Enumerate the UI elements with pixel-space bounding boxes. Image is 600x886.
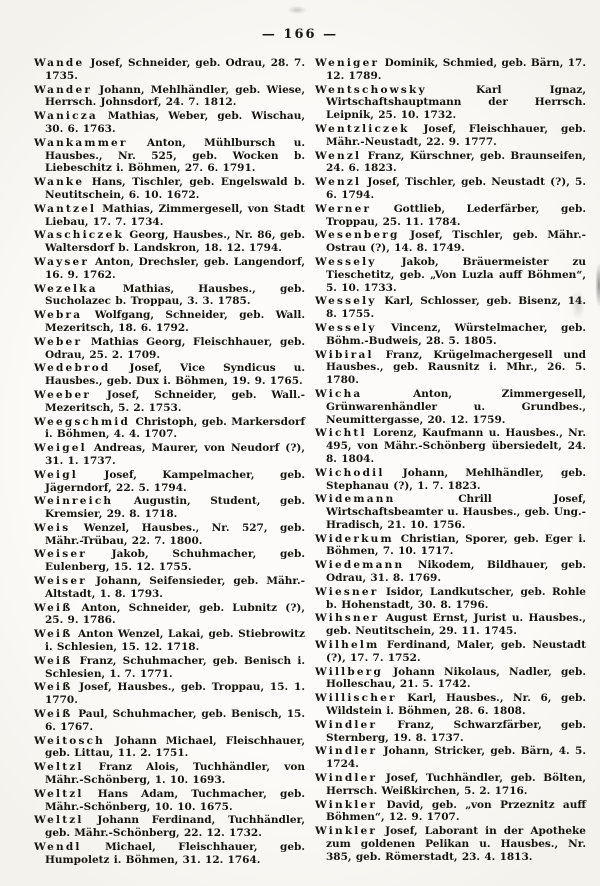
entry-surname: Werner: [315, 202, 372, 215]
entry-details: Hans Adam, Tuchmacher, geb. Mähr.-Schönberg, 10. 10. 1675.: [45, 787, 305, 813]
entry-details: Johann Ferdinand, Tuchhändler, geb. Mähr.-Schönberg, 22. 12. 1732.: [45, 814, 305, 840]
directory-entry: [315, 772, 586, 798]
entry-surname: Windler: [315, 772, 378, 785]
directory-entry: [34, 761, 305, 787]
entry-surname: Wilhelm: [315, 639, 380, 652]
directory-entry: [34, 203, 305, 229]
directory-entry: [34, 575, 305, 601]
entry-surname: Weis: [34, 521, 71, 534]
entry-details: Anton, Drechsler, geb. Langendorf, 16. 9. 1762.: [45, 255, 305, 281]
directory-entry: [315, 57, 586, 83]
entry-details: Lorenz, Kaufmann u. Hausbes., Nr. 495, von Mähr.-Schönberg übersiedelt, 24. 8. 1804.: [326, 427, 586, 465]
directory-entry: [315, 256, 586, 294]
entry-details: Georg, Hausbes., Nr. 86, geb. Waltersdorf b. Landskron, 18. 12. 1794.: [45, 229, 305, 255]
entry-details: Josef, Vice Syndicus u. Hausbes., geb. Dux i. Böhmen, 19. 9. 1765.: [45, 362, 305, 388]
entry-surname: Wendl: [34, 841, 82, 854]
directory-entry: [34, 548, 305, 574]
entry-details: Hans, Tischler, geb. Engelswald b. Neutitschein, 6. 10. 1672.: [45, 176, 306, 201]
directory-entry: [315, 745, 586, 771]
entry-details: Johann, Seifensieder, geb. Mähr.-Altstadt, 1. 8. 1793.: [45, 575, 305, 600]
entry-details: Isidor, Landkutscher, geb. Rohle b. Hohenstadt, 30. 8. 1796.: [326, 585, 586, 611]
directory-entry: [34, 229, 305, 255]
entry-surname: Wibiral: [315, 348, 374, 361]
directory-entry: [34, 522, 305, 548]
entry-details: Mathias, Hausbes., geb. Sucholazec b. Troppau, 3. 3. 1785.: [45, 282, 305, 308]
entry-details: Johann, Mehlhändler, geb. Wiese, Herrsch. Johnsdorf, 24. 7. 1812.: [45, 83, 305, 109]
directory-entry: [34, 336, 305, 362]
directory-entry: [34, 84, 305, 110]
entry-surname: Wihsner: [315, 612, 380, 625]
directory-entry: [34, 110, 305, 136]
directory-entry: [315, 559, 586, 585]
directory-entry: [315, 176, 586, 202]
entry-surname: Weiß: [34, 708, 73, 721]
directory-entry: [315, 229, 586, 255]
entry-surname: Wander: [34, 83, 93, 96]
directory-entry: [34, 655, 305, 681]
entry-surname: Weiß: [34, 654, 73, 667]
entry-details: Anton, Zimmergesell, Grünwarenhändler u. Grundbes., Neumittergasse, 20. 12. 1759.: [326, 387, 586, 426]
entry-details: Karl, Schlosser, geb. Bisenz, 14. 8. 1755.: [326, 295, 586, 321]
entry-surname: Webra: [34, 309, 83, 322]
directory-entry: [34, 841, 305, 867]
directory-entry: [315, 493, 586, 531]
entry-surname: Willberg: [315, 665, 384, 678]
directory-entry: [34, 469, 305, 495]
left-column: [34, 57, 305, 868]
directory-entry: [315, 719, 586, 745]
entry-details: Anton, Mühlbursch u. Hausbes., Nr. 525, geb. Wocken b. Liebeschitz i. Böhmen, 27. 6. 1791.: [45, 136, 305, 175]
entry-surname: Wesenberg: [315, 229, 400, 242]
entry-details: Anton Wenzel, Lakai, geb. Stiebrowitz i. Schlesien, 15. 12. 1718.: [45, 628, 305, 654]
entry-surname: Weitosch: [34, 734, 105, 747]
entry-details: Augustin, Student, geb. Kremsier, 29. 8. 1718.: [45, 495, 305, 521]
directory-entry: [34, 57, 305, 83]
entry-surname: Wantzel: [34, 202, 97, 215]
directory-entry: [34, 681, 305, 707]
directory-entry: [34, 309, 305, 335]
entry-details: Mathias Georg, Fleischhauer, geb. Odrau, 25. 2. 1709.: [45, 335, 305, 361]
directory-entry: [34, 283, 305, 309]
directory-entry: [34, 628, 305, 654]
entry-details: Chrill Josef, Wirtschaftsbeamter u. Hausbes., geb. Ung.-Hradisch, 21. 10. 1756.: [326, 493, 586, 531]
directory-entry: [315, 427, 586, 465]
directory-entry: [34, 814, 305, 840]
page-number-header: — 166 —: [261, 27, 339, 42]
entry-surname: Wande: [34, 57, 85, 69]
entry-surname: Wedebrod: [34, 362, 111, 375]
entry-details: Dominik, Schmied, geb. Bärn, 17. 12. 1789.: [326, 57, 586, 82]
entry-details: Andreas, Maurer, von Neudorf (?), 31. 1. 1737.: [45, 442, 305, 467]
entry-surname: Wenzl: [315, 149, 362, 162]
entry-surname: Wichodil: [315, 466, 385, 479]
entry-surname: Windler: [315, 718, 378, 731]
entry-details: Christoph, geb. Markersdorf i. Böhmen, 4. 4. 1707.: [45, 415, 305, 441]
entry-surname: Wicha: [315, 387, 363, 400]
entry-details: Josef, Hausbes., geb. Troppau, 15. 1. 1770.: [45, 681, 305, 707]
directory-entry: [34, 362, 305, 388]
entry-details: Franz Alois, Tuchhändler, von Mähr.-Schönberg, 1. 10. 1693.: [45, 761, 305, 787]
entry-surname: Wenzl: [315, 176, 362, 189]
directory-entry: [315, 586, 586, 612]
entry-surname: Weiß: [34, 681, 73, 694]
directory-entry: [315, 825, 586, 863]
entry-details: Josef, Tuchhändler, geb. Bölten, Herrsch. Weißkirchen, 5. 2. 1716.: [326, 772, 586, 797]
entry-surname: Wezelka: [34, 282, 98, 295]
entry-details: Josef, Laborant in der Apotheke zum goldenen Pelikan u. Hausbes., Nr. 385, geb. Römerstadt, 23. 4. 1813.: [326, 825, 586, 863]
entry-details: Johann Michael, Fleischhauer, geb. Littau, 11. 2. 1751.: [45, 734, 305, 760]
entry-surname: Weiser: [34, 575, 87, 588]
entry-surname: Waschiczek: [34, 229, 124, 242]
entry-details: August Ernst, Jurist u. Hausbes., geb. Neutitschein, 29. 11. 1745.: [326, 612, 586, 638]
entry-details: Josef, Schneider, geb. Wall.-Mezeritsch, 5. 2. 1753.: [45, 388, 305, 414]
entry-surname: Wessely: [315, 295, 377, 308]
entry-surname: Wanke: [34, 176, 85, 189]
directory-entry: [34, 735, 305, 761]
directory-entry: [34, 416, 305, 442]
entry-surname: Willischer: [315, 692, 397, 705]
entry-surname: Weiser: [34, 548, 87, 561]
directory-entry: [315, 123, 586, 149]
directory-entry: [315, 666, 586, 692]
entry-details: Josef, Kampelmacher, geb. Jägerndorf, 22. 5. 1794.: [45, 468, 305, 494]
directory-entry: [315, 612, 586, 638]
entry-details: Wolfgang, Schneider, geb. Wall. Mezeritsch, 18. 6. 1792.: [45, 309, 305, 334]
directory-entry: [315, 203, 586, 229]
entry-details: Jakob, Schuhmacher, geb. Eulenberg, 15. 12. 1755.: [45, 548, 305, 574]
directory-entry: [34, 442, 305, 468]
directory-entry: [315, 84, 586, 122]
entry-details: Josef, Tischler, geb. Neustadt (?), 5. 6. 1794.: [326, 176, 586, 201]
directory-entry: [315, 467, 586, 493]
directory-entry: [34, 389, 305, 415]
entry-surname: Wanicza: [34, 110, 98, 123]
entry-details: Johann, Stricker, geb. Bärn, 4. 5. 1724.: [326, 745, 586, 771]
entry-surname: Weltzl: [34, 787, 84, 800]
entry-details: Karl, Hausbes., Nr. 6, geb. Wildstein i. Böhmen, 28. 6. 1808.: [326, 692, 586, 718]
right-column: [315, 57, 586, 868]
directory-entry: [34, 176, 305, 202]
entry-details: Mathias, Zimmergesell, von Stadt Liebau, 17. 7. 1734.: [45, 202, 305, 228]
entry-surname: Wessely: [315, 255, 377, 268]
entry-details: Mathias, Weber, geb. Wischau, 30. 6. 1763.: [45, 110, 305, 135]
entry-surname: Wichtl: [315, 427, 367, 440]
entry-details: David, geb. „von Przeznitz auff Böhmen“, 12. 9. 1707.: [326, 798, 586, 824]
entry-details: Ferdinand, Maler, geb. Neustadt (?), 17. 7. 1752.: [326, 639, 587, 664]
entry-details: Johann, Mehlhändler, geb. Stephanau (?), 1. 7. 1823.: [326, 466, 587, 492]
entry-surname: Wiedemann: [315, 559, 405, 572]
entry-surname: Weber: [34, 335, 83, 348]
entry-surname: Weeber: [34, 388, 92, 401]
entry-details: Gottlieb, Lederfärber, geb. Troppau, 25. 11. 1784.: [326, 202, 586, 228]
directory-entry: [315, 322, 586, 348]
entry-details: Michael, Fleischhauer, geb. Humpoletz i. Böhmen, 31. 12. 1764.: [45, 841, 305, 866]
directory-entry: [315, 799, 586, 825]
entry-surname: Winkler: [315, 798, 378, 811]
entry-surname: Widerkum: [315, 532, 394, 545]
entry-surname: Weiß: [34, 628, 73, 641]
entry-surname: Wiesner: [315, 585, 379, 598]
directory-entry: [34, 788, 305, 814]
directory-entry: [34, 256, 305, 282]
entry-surname: Weegschmid: [34, 415, 131, 428]
text-columns: [0, 42, 600, 868]
entry-details: Franz, Krügelmachergesell und Hausbes., geb. Rausnitz i. Mhr., 26. 5. 1780.: [326, 348, 587, 387]
directory-entry: [34, 137, 305, 175]
entry-surname: Wayser: [34, 255, 90, 268]
entry-details: Christian, Sporer, geb. Eger i. Böhmen, 7. 10. 1717.: [326, 532, 586, 558]
entry-details: Johann Nikolaus, Nadler, geb. Holleschau, 21. 5. 1742.: [326, 665, 586, 691]
directory-entry: [315, 388, 586, 426]
entry-surname: Wentschowsky: [315, 83, 427, 96]
entry-details: Josef, Fleischhauer, geb. Mähr.-Neustadt, 22. 9. 1777.: [326, 122, 587, 148]
directory-entry: [315, 349, 586, 387]
entry-details: Nikodem, Bildhauer, geb. Odrau, 31. 8. 1769.: [326, 559, 586, 585]
entry-surname: Wentzliczek: [315, 122, 410, 135]
entry-surname: Weigl: [34, 468, 78, 481]
entry-surname: Weiß: [34, 601, 73, 614]
entry-surname: Weltzl: [34, 814, 84, 827]
entry-details: Franz, Kürschner, geb. Braunseifen, 24. 6. 1823.: [326, 149, 586, 175]
entry-surname: Weltzl: [34, 761, 84, 774]
entry-details: Josef, Tischler, geb. Mähr.-Ostrau (?), 14. 8. 1749.: [326, 229, 586, 255]
entry-surname: Weniger: [315, 57, 380, 69]
entry-details: Franz, Schwarzfärber, geb. Sternberg, 19. 8. 1737.: [326, 718, 586, 744]
entry-details: Wenzel, Hausbes., Nr. 527, geb. Mähr.-Trübau, 22. 7. 1800.: [45, 521, 305, 547]
entry-details: Vincenz, Würstelmacher, geb. Böhm.-Budweis, 28. 5. 1805.: [326, 321, 586, 347]
entry-details: Paul, Schuhmacher, geb. Benisch, 15. 6. 1767.: [45, 708, 305, 733]
entry-details: Franz, Schuhmacher, geb. Benisch i. Schlesien, 1. 7. 1771.: [45, 654, 305, 680]
entry-surname: Wessely: [315, 321, 377, 334]
directory-entry: [315, 692, 586, 718]
entry-details: Josef, Schneider, geb. Odrau, 28. 7. 1735.: [45, 57, 305, 82]
entry-surname: Windler: [315, 745, 378, 758]
entry-details: Jakob, Bräuermeister zu Tieschetitz, geb. „Von Luzla auff Böhmen“, 5. 10. 1733.: [326, 255, 586, 294]
entry-surname: Weinreich: [34, 495, 114, 508]
entry-surname: Winkler: [315, 825, 378, 838]
entry-surname: Weigel: [34, 442, 87, 455]
entry-details: Karl Ignaz, Wirtschaftshauptmann der Herrsch. Leipnik, 25. 10. 1732.: [326, 83, 586, 122]
directory-entry: [315, 533, 586, 559]
entry-details: Anton, Schneider, geb. Lubnitz (?), 25. 9. 1786.: [45, 601, 305, 627]
directory-entry: [34, 602, 305, 628]
entry-surname: Wankammer: [34, 136, 128, 149]
directory-entry: [315, 639, 586, 665]
directory-entry: [34, 495, 305, 521]
directory-entry: [34, 708, 305, 734]
entry-surname: Widemann: [315, 493, 396, 506]
directory-entry: [315, 295, 586, 321]
directory-entry: [315, 150, 586, 176]
